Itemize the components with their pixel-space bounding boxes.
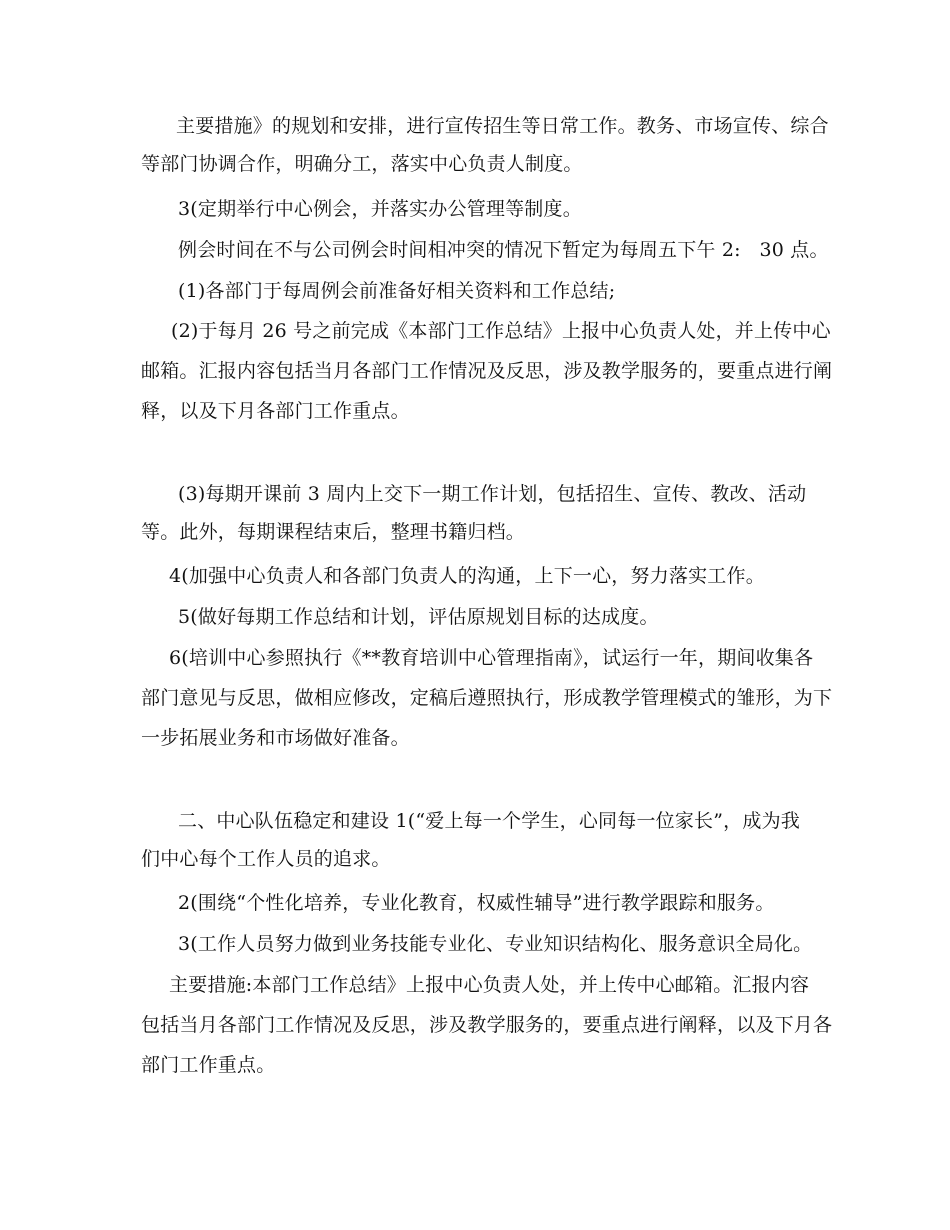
text-line: 释，以及下月各部门工作重点。 xyxy=(141,400,410,422)
text-line: 6(培训中心参照执行《**教育培训中心管理指南》，试运行一年，期间收集各 xyxy=(169,647,814,669)
text-line: 等部门协调合作，明确分工，落实中心负责人制度。 xyxy=(141,153,583,175)
text-line: 部门工作重点。 xyxy=(141,1054,276,1076)
text-line: (2)于每月 26 号之前完成《本部门工作总结》上报中心负责人处，并上传中心 xyxy=(171,320,831,342)
text-line: 部门意见与反思，做相应修改，定稿后遵照执行，形成教学管理模式的雏形，为下 xyxy=(141,687,833,709)
text-line: (1)各部门于每周例会前准备好相关资料和工作总结; xyxy=(178,280,616,302)
text-line: (3)每期开课前 3 周内上交下一期工作计划，包括招生、宣传、教改、活动 xyxy=(178,483,807,505)
text-line: 们中心每个工作人员的追求。 xyxy=(141,848,391,870)
text-line: 例会时间在不与公司例会时间相冲突的情况下暂定为每周五下午 2: 30 点。 xyxy=(178,239,829,261)
text-line: 包括当月各部门工作情况及反思，涉及教学服务的，要重点进行阐释，以及下月各 xyxy=(141,1014,833,1036)
text-line: 4(加强中心负责人和各部门负责人的沟通，上下一心，努力落实工作。 xyxy=(169,565,765,587)
text-line: 一步拓展业务和市场做好准备。 xyxy=(141,727,410,749)
text-line: 3(工作人员努力做到业务技能专业化、专业知识结构化、服务意识全局化。 xyxy=(178,933,813,955)
text-line: 2(围绕“个性化培养，专业化教育，权威性辅导”进行教学跟踪和服务。 xyxy=(178,892,775,914)
text-line: 邮箱。汇报内容包括当月各部门工作情况及反思，涉及教学服务的，要重点进行阐 xyxy=(141,360,833,382)
text-line: 3(定期举行中心例会，并落实办公管理等制度。 xyxy=(178,198,582,220)
text-line: 5(做好每期工作总结和计划，评估原规划目标的达成度。 xyxy=(178,606,659,628)
text-line: 等。此外，每期课程结束后，整理书籍归档。 xyxy=(141,521,526,543)
text-line: 二、中心队伍稳定和建设 1(“爱上每一个学生，心同每一位家长”，成为我 xyxy=(178,810,800,832)
text-line: 主要措施:本部门工作总结》上报中心负责人处，并上传中心邮箱。汇报内容 xyxy=(169,974,810,996)
text-line: 主要措施》的规划和安排，进行宣传招生等日常工作。教务、市场宣传、综合 xyxy=(176,115,829,137)
